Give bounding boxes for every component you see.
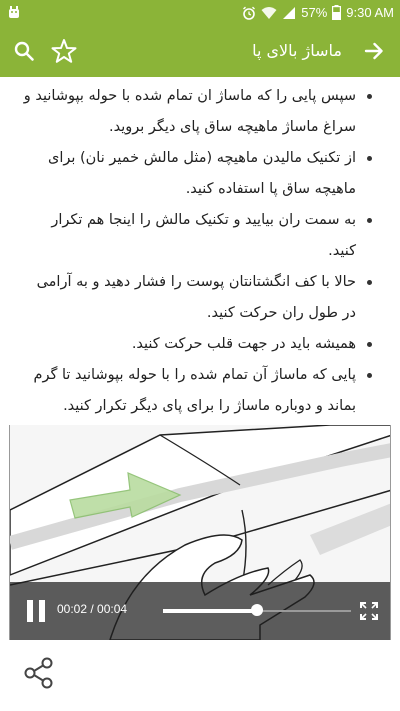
list-item: به سمت ران بیایید و تکنیک مالش را اینجا هم تکرار کنید.: [20, 205, 372, 267]
list-item: حالا با کف انگشتانتان پوست را فشار دهید و به آرامی در طول ران حرکت کنید.: [20, 267, 372, 329]
android-icon: [6, 4, 22, 20]
video-player[interactable]: [9, 425, 391, 640]
alarm-icon: [242, 6, 256, 20]
page-title: ماساژ بالای پا: [252, 41, 342, 60]
battery-icon: [332, 5, 341, 20]
fullscreen-button[interactable]: [360, 602, 378, 620]
list-item: پایی که ماساژ آن تمام شده را با حوله بپوشانید تا گرم بماند و دوباره ماساژ را برای پای دیگر تکرار کنید.: [20, 360, 372, 422]
seek-progress: [163, 609, 257, 613]
seek-bar[interactable]: [163, 608, 351, 614]
list-item: همیشه باید در جهت قلب حرکت کنید.: [20, 329, 372, 360]
search-button[interactable]: [2, 25, 46, 77]
share-icon: [22, 656, 56, 690]
favorite-button[interactable]: [42, 25, 86, 77]
pause-icon: [24, 598, 48, 624]
back-button[interactable]: [352, 25, 396, 77]
fullscreen-icon: [360, 602, 378, 620]
search-icon: [13, 40, 35, 62]
list-item: از تکنیک مالیدن ماهیچه (مثل مالش خمیر نان) برای ماهیچه ساق پا استفاده کنید.: [20, 143, 372, 205]
time-separator: /: [90, 602, 98, 616]
instruction-list: [20, 81, 372, 422]
seek-thumb[interactable]: [251, 604, 263, 616]
article-content: [0, 77, 400, 425]
wifi-icon: [261, 6, 277, 20]
share-button[interactable]: [22, 656, 56, 690]
arrow-right-icon: [363, 40, 385, 62]
video-time: [57, 602, 127, 616]
video-controls: [10, 582, 391, 640]
app-bar: [0, 25, 400, 77]
battery-percent: 57%: [301, 5, 328, 20]
current-time: 00:02: [57, 602, 88, 616]
star-icon: [51, 38, 77, 64]
pause-button[interactable]: [24, 598, 48, 624]
duration: 00:04: [97, 602, 128, 616]
list-item: سپس پایی را که ماساژ ان تمام شده با حوله بپوشانید و سراغ ماساژ ماهیچه ساق پای دیگر بروید.: [20, 81, 372, 143]
status-bar: [0, 0, 400, 25]
signal-icon: [282, 6, 296, 20]
status-time: 9:30 AM: [346, 5, 394, 20]
